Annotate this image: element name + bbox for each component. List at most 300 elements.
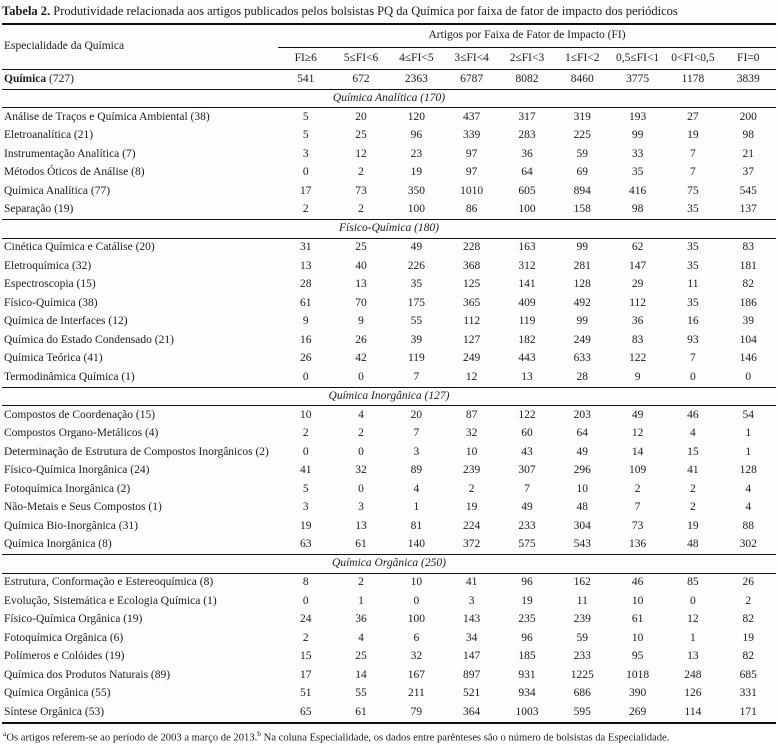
value-cell: 2 xyxy=(665,480,720,499)
column-header: 5≤FI<6 xyxy=(333,47,388,70)
value-cell: 233 xyxy=(499,517,554,536)
value-cell: 443 xyxy=(499,350,554,369)
table-row xyxy=(2,629,776,648)
value-cell: 23 xyxy=(389,145,444,164)
section-header-row xyxy=(2,220,776,239)
value-cell: 128 xyxy=(555,276,610,295)
table-row xyxy=(2,480,776,499)
value-cell: 2 xyxy=(333,201,388,220)
value-cell: 226 xyxy=(389,257,444,276)
value-cell: 365 xyxy=(444,294,499,313)
value-cell: 4 xyxy=(665,425,720,444)
value-cell: 437 xyxy=(444,108,499,127)
value-cell: 49 xyxy=(499,499,554,518)
table-row xyxy=(2,462,776,481)
specialty-label: Estrutura, Conformação e Estereoquímica (8) xyxy=(2,573,278,592)
value-cell: 147 xyxy=(444,648,499,667)
value-cell: 1010 xyxy=(444,182,499,201)
table-row xyxy=(2,536,776,555)
value-cell: 39 xyxy=(721,313,776,332)
value-cell: 136 xyxy=(610,536,665,555)
value-cell: 0 xyxy=(278,368,333,387)
column-header: 3≤FI<4 xyxy=(444,47,499,70)
value-cell: 162 xyxy=(555,573,610,592)
value-cell: 633 xyxy=(555,350,610,369)
table-row xyxy=(2,611,776,630)
value-cell: 96 xyxy=(499,573,554,592)
specialty-label: Métodos Óticos de Análise (8) xyxy=(2,164,278,183)
value-cell: 9 xyxy=(278,313,333,332)
value-cell: 126 xyxy=(665,685,720,704)
value-cell: 492 xyxy=(555,294,610,313)
total-value-cell: 3775 xyxy=(610,70,665,90)
value-cell: 12 xyxy=(333,145,388,164)
value-cell: 99 xyxy=(555,238,610,257)
value-cell: 350 xyxy=(389,182,444,201)
value-cell: 73 xyxy=(333,182,388,201)
specialty-label: Química Inorgânica (8) xyxy=(2,536,278,555)
value-cell: 20 xyxy=(333,108,388,127)
value-cell: 34 xyxy=(444,629,499,648)
value-cell: 25 xyxy=(333,127,388,146)
value-cell: 61 xyxy=(333,536,388,555)
specialty-column-header: Especialidade da Química xyxy=(2,24,278,70)
table-row xyxy=(2,499,776,518)
value-cell: 25 xyxy=(333,238,388,257)
value-cell: 26 xyxy=(721,573,776,592)
value-cell: 98 xyxy=(610,201,665,220)
table-row xyxy=(2,666,776,685)
section-header-row xyxy=(2,387,776,406)
value-cell: 339 xyxy=(444,127,499,146)
value-cell: 13 xyxy=(278,257,333,276)
value-cell: 19 xyxy=(499,592,554,611)
value-cell: 8 xyxy=(278,573,333,592)
value-cell: 39 xyxy=(389,331,444,350)
value-cell: 15 xyxy=(278,648,333,667)
table-header xyxy=(2,24,776,70)
value-cell: 32 xyxy=(333,462,388,481)
value-cell: 16 xyxy=(278,331,333,350)
table-row xyxy=(2,145,776,164)
value-cell: 64 xyxy=(499,164,554,183)
value-cell: 17 xyxy=(278,182,333,201)
footnote-mark-b: b xyxy=(257,729,261,738)
value-cell: 203 xyxy=(555,406,610,425)
value-cell: 31 xyxy=(278,238,333,257)
table-row xyxy=(2,703,776,723)
value-cell: 249 xyxy=(444,350,499,369)
specialty-label: Química Bio-Inorgânica (31) xyxy=(2,517,278,536)
column-header: FI≥6 xyxy=(278,47,333,70)
specialty-label: Química de Interfaces (12) xyxy=(2,313,278,332)
value-cell: 545 xyxy=(721,182,776,201)
specialty-label: Eletroquímica (32) xyxy=(2,257,278,276)
table-row xyxy=(2,127,776,146)
specialty-label: Polímeros e Colóides (19) xyxy=(2,648,278,667)
value-cell: 21 xyxy=(721,145,776,164)
table-row xyxy=(2,425,776,444)
value-cell: 46 xyxy=(610,573,665,592)
value-cell: 19 xyxy=(665,127,720,146)
value-cell: 127 xyxy=(444,331,499,350)
value-cell: 409 xyxy=(499,294,554,313)
value-cell: 595 xyxy=(555,703,610,723)
value-cell: 934 xyxy=(499,685,554,704)
table-number-label: Tabela 2. xyxy=(2,4,50,18)
value-cell: 69 xyxy=(555,164,610,183)
value-cell: 0 xyxy=(278,164,333,183)
specialty-label: Separação (19) xyxy=(2,201,278,220)
value-cell: 193 xyxy=(610,108,665,127)
value-cell: 0 xyxy=(389,592,444,611)
value-cell: 41 xyxy=(665,462,720,481)
value-cell: 59 xyxy=(555,629,610,648)
value-cell: 59 xyxy=(555,145,610,164)
total-row-label xyxy=(2,70,278,90)
specialty-label: Não-Metais e Seus Compostos (1) xyxy=(2,499,278,518)
total-value-cell: 8460 xyxy=(555,70,610,90)
value-cell: 24 xyxy=(278,611,333,630)
value-cell: 312 xyxy=(499,257,554,276)
value-cell: 119 xyxy=(499,313,554,332)
table-row xyxy=(2,368,776,387)
value-cell: 281 xyxy=(555,257,610,276)
specialty-label: Compostos Organo-Metálicos (4) xyxy=(2,425,278,444)
value-cell: 36 xyxy=(333,611,388,630)
value-cell: 35 xyxy=(665,238,720,257)
value-cell: 1 xyxy=(333,592,388,611)
value-cell: 119 xyxy=(389,350,444,369)
impact-factor-group-header: Artigos por Faixa de Fator de Impacto (FI) xyxy=(278,24,776,47)
total-value-cell: 672 xyxy=(333,70,388,90)
value-cell: 12 xyxy=(610,425,665,444)
total-row xyxy=(2,70,776,90)
value-cell: 19 xyxy=(444,499,499,518)
value-cell: 10 xyxy=(555,480,610,499)
value-cell: 319 xyxy=(555,108,610,127)
value-cell: 283 xyxy=(499,127,554,146)
value-cell: 96 xyxy=(499,629,554,648)
footnote-text-b: Na coluna Especialidade, os dados entre parênteses são o número de bolsistas da Especialidade. xyxy=(261,732,669,743)
table-caption-text: Produtividade relacionada aos artigos publicados pelos bolsistas PQ da Química por faixa de fator de impacto dos periódicos xyxy=(50,4,678,18)
value-cell: 29 xyxy=(610,276,665,295)
value-cell: 60 xyxy=(499,425,554,444)
value-cell: 1 xyxy=(665,629,720,648)
value-cell: 5 xyxy=(278,108,333,127)
value-cell: 61 xyxy=(278,294,333,313)
value-cell: 364 xyxy=(444,703,499,723)
value-cell: 368 xyxy=(444,257,499,276)
value-cell: 3 xyxy=(278,499,333,518)
table-row xyxy=(2,443,776,462)
value-cell: 49 xyxy=(555,443,610,462)
column-header: 1≤FI<2 xyxy=(555,47,610,70)
value-cell: 61 xyxy=(610,611,665,630)
total-value-cell: 2363 xyxy=(389,70,444,90)
value-cell: 5 xyxy=(278,480,333,499)
value-cell: 200 xyxy=(721,108,776,127)
value-cell: 2 xyxy=(333,573,388,592)
value-cell: 686 xyxy=(555,685,610,704)
value-cell: 85 xyxy=(665,573,720,592)
value-cell: 10 xyxy=(610,592,665,611)
value-cell: 182 xyxy=(499,331,554,350)
value-cell: 163 xyxy=(499,238,554,257)
total-value-cell: 541 xyxy=(278,70,333,90)
value-cell: 233 xyxy=(555,648,610,667)
table-row xyxy=(2,201,776,220)
value-cell: 2 xyxy=(610,480,665,499)
footnote-mark-a: a xyxy=(3,729,6,738)
value-cell: 41 xyxy=(278,462,333,481)
specialty-label: Síntese Orgânica (53) xyxy=(2,703,278,723)
value-cell: 1 xyxy=(721,443,776,462)
value-cell: 81 xyxy=(389,517,444,536)
value-cell: 112 xyxy=(610,294,665,313)
value-cell: 894 xyxy=(555,182,610,201)
value-cell: 11 xyxy=(555,592,610,611)
value-cell: 49 xyxy=(389,238,444,257)
value-cell: 6 xyxy=(389,629,444,648)
value-cell: 82 xyxy=(721,611,776,630)
specialty-label: Química do Estado Condensado (21) xyxy=(2,331,278,350)
value-cell: 43 xyxy=(499,443,554,462)
value-cell: 89 xyxy=(389,462,444,481)
value-cell: 7 xyxy=(389,425,444,444)
value-cell: 55 xyxy=(389,313,444,332)
table-row xyxy=(2,257,776,276)
table-row xyxy=(2,592,776,611)
table-row xyxy=(2,108,776,127)
value-cell: 605 xyxy=(499,182,554,201)
value-cell: 0 xyxy=(333,368,388,387)
section-header-row xyxy=(2,555,776,574)
value-cell: 26 xyxy=(278,350,333,369)
value-cell: 12 xyxy=(665,611,720,630)
value-cell: 49 xyxy=(610,406,665,425)
value-cell: 96 xyxy=(389,127,444,146)
footnote xyxy=(2,727,776,744)
value-cell: 99 xyxy=(555,313,610,332)
specialty-label: Físico-Química (38) xyxy=(2,294,278,313)
value-cell: 167 xyxy=(389,666,444,685)
value-cell: 61 xyxy=(333,703,388,723)
value-cell: 120 xyxy=(389,108,444,127)
specialty-label: Cinética Química e Catálise (20) xyxy=(2,238,278,257)
value-cell: 19 xyxy=(278,517,333,536)
value-cell: 112 xyxy=(444,313,499,332)
value-cell: 13 xyxy=(499,368,554,387)
value-cell: 331 xyxy=(721,685,776,704)
value-cell: 100 xyxy=(389,611,444,630)
table-row xyxy=(2,648,776,667)
value-cell: 2 xyxy=(333,164,388,183)
value-cell: 248 xyxy=(665,666,720,685)
value-cell: 12 xyxy=(444,368,499,387)
value-cell: 1018 xyxy=(610,666,665,685)
table-row xyxy=(2,182,776,201)
specialty-label: Evolução, Sistemática e Ecologia Química (1) xyxy=(2,592,278,611)
value-cell: 181 xyxy=(721,257,776,276)
value-cell: 575 xyxy=(499,536,554,555)
value-cell: 87 xyxy=(444,406,499,425)
value-cell: 302 xyxy=(721,536,776,555)
value-cell: 97 xyxy=(444,164,499,183)
value-cell: 37 xyxy=(721,164,776,183)
value-cell: 42 xyxy=(333,350,388,369)
value-cell: 2 xyxy=(444,480,499,499)
value-cell: 13 xyxy=(333,517,388,536)
value-cell: 0 xyxy=(278,592,333,611)
column-header: 4≤FI<5 xyxy=(389,47,444,70)
table-title xyxy=(2,4,776,19)
value-cell: 32 xyxy=(389,648,444,667)
value-cell: 4 xyxy=(389,480,444,499)
value-cell: 13 xyxy=(333,276,388,295)
value-cell: 83 xyxy=(610,331,665,350)
table-row xyxy=(2,573,776,592)
value-cell: 122 xyxy=(610,350,665,369)
value-cell: 269 xyxy=(610,703,665,723)
value-cell: 7 xyxy=(499,480,554,499)
value-cell: 235 xyxy=(499,611,554,630)
value-cell: 98 xyxy=(721,127,776,146)
value-cell: 2 xyxy=(278,201,333,220)
value-cell: 114 xyxy=(665,703,720,723)
specialty-label: Termodinâmica Química (1) xyxy=(2,368,278,387)
value-cell: 25 xyxy=(333,648,388,667)
value-cell: 239 xyxy=(444,462,499,481)
value-cell: 137 xyxy=(721,201,776,220)
value-cell: 4 xyxy=(721,499,776,518)
value-cell: 19 xyxy=(389,164,444,183)
value-cell: 55 xyxy=(333,685,388,704)
value-cell: 1003 xyxy=(499,703,554,723)
total-value-cell: 3839 xyxy=(721,70,776,90)
value-cell: 35 xyxy=(610,164,665,183)
value-cell: 82 xyxy=(721,648,776,667)
value-cell: 11 xyxy=(665,276,720,295)
value-cell: 73 xyxy=(610,517,665,536)
value-cell: 2 xyxy=(721,592,776,611)
section-header: Química Inorgânica (127) xyxy=(2,387,776,406)
value-cell: 0 xyxy=(333,443,388,462)
value-cell: 3 xyxy=(389,443,444,462)
value-cell: 2 xyxy=(333,425,388,444)
value-cell: 35 xyxy=(665,294,720,313)
value-cell: 171 xyxy=(721,703,776,723)
table-row xyxy=(2,406,776,425)
table-row xyxy=(2,685,776,704)
footnote-text-a: Os artigos referem-se ao período de 2003 a março de 2013. xyxy=(6,732,257,743)
value-cell: 14 xyxy=(610,443,665,462)
value-cell: 10 xyxy=(278,406,333,425)
value-cell: 62 xyxy=(610,238,665,257)
column-header: 0,5≤FI<1 xyxy=(610,47,665,70)
specialty-label: Fotoquímica Orgânica (6) xyxy=(2,629,278,648)
value-cell: 7 xyxy=(665,145,720,164)
value-cell: 32 xyxy=(444,425,499,444)
value-cell: 95 xyxy=(610,648,665,667)
value-cell: 7 xyxy=(610,499,665,518)
specialty-label: Análise de Traços e Química Ambiental (38) xyxy=(2,108,278,127)
specialty-label: Eletroanalítica (21) xyxy=(2,127,278,146)
value-cell: 7 xyxy=(389,368,444,387)
value-cell: 416 xyxy=(610,182,665,201)
value-cell: 104 xyxy=(721,331,776,350)
specialty-label: Química Teórica (41) xyxy=(2,350,278,369)
value-cell: 122 xyxy=(499,406,554,425)
value-cell: 35 xyxy=(665,201,720,220)
value-cell: 543 xyxy=(555,536,610,555)
value-cell: 109 xyxy=(610,462,665,481)
table-row xyxy=(2,313,776,332)
value-cell: 224 xyxy=(444,517,499,536)
specialty-label: Compostos de Coordenação (15) xyxy=(2,406,278,425)
value-cell: 3 xyxy=(333,499,388,518)
specialty-label: Fotoquímica Inorgânica (2) xyxy=(2,480,278,499)
total-value-cell: 8082 xyxy=(499,70,554,90)
value-cell: 75 xyxy=(665,182,720,201)
column-header: 0<FI<0,5 xyxy=(665,47,720,70)
value-cell: 141 xyxy=(499,276,554,295)
value-cell: 48 xyxy=(665,536,720,555)
value-cell: 83 xyxy=(721,238,776,257)
value-cell: 5 xyxy=(278,127,333,146)
total-row-name: Química xyxy=(4,73,46,85)
value-cell: 1225 xyxy=(555,666,610,685)
column-header: FI=0 xyxy=(721,47,776,70)
value-cell: 54 xyxy=(721,406,776,425)
value-cell: 51 xyxy=(278,685,333,704)
value-cell: 296 xyxy=(555,462,610,481)
value-cell: 0 xyxy=(665,592,720,611)
specialty-label: Determinação de Estrutura de Compostos Inorgânicos (2) xyxy=(2,443,278,462)
value-cell: 46 xyxy=(665,406,720,425)
column-header: 2≤FI<3 xyxy=(499,47,554,70)
value-cell: 228 xyxy=(444,238,499,257)
specialty-label: Química dos Produtos Naturais (89) xyxy=(2,666,278,685)
value-cell: 7 xyxy=(665,164,720,183)
value-cell: 9 xyxy=(333,313,388,332)
value-cell: 143 xyxy=(444,611,499,630)
total-value-cell: 1178 xyxy=(665,70,720,90)
value-cell: 70 xyxy=(333,294,388,313)
value-cell: 0 xyxy=(665,368,720,387)
value-cell: 79 xyxy=(389,703,444,723)
value-cell: 16 xyxy=(665,313,720,332)
table-row xyxy=(2,238,776,257)
value-cell: 1 xyxy=(721,425,776,444)
value-cell: 185 xyxy=(499,648,554,667)
specialty-label: Química Orgânica (55) xyxy=(2,685,278,704)
section-header: Química Analítica (170) xyxy=(2,89,776,108)
value-cell: 521 xyxy=(444,685,499,704)
total-row-count: (727) xyxy=(46,73,74,85)
section-header-row xyxy=(2,89,776,108)
value-cell: 186 xyxy=(721,294,776,313)
section-header: Físico-Química (180) xyxy=(2,220,776,239)
value-cell: 0 xyxy=(278,443,333,462)
value-cell: 225 xyxy=(555,127,610,146)
value-cell: 0 xyxy=(721,368,776,387)
value-cell: 14 xyxy=(333,666,388,685)
value-cell: 249 xyxy=(555,331,610,350)
value-cell: 685 xyxy=(721,666,776,685)
table-row xyxy=(2,164,776,183)
table-row xyxy=(2,294,776,313)
